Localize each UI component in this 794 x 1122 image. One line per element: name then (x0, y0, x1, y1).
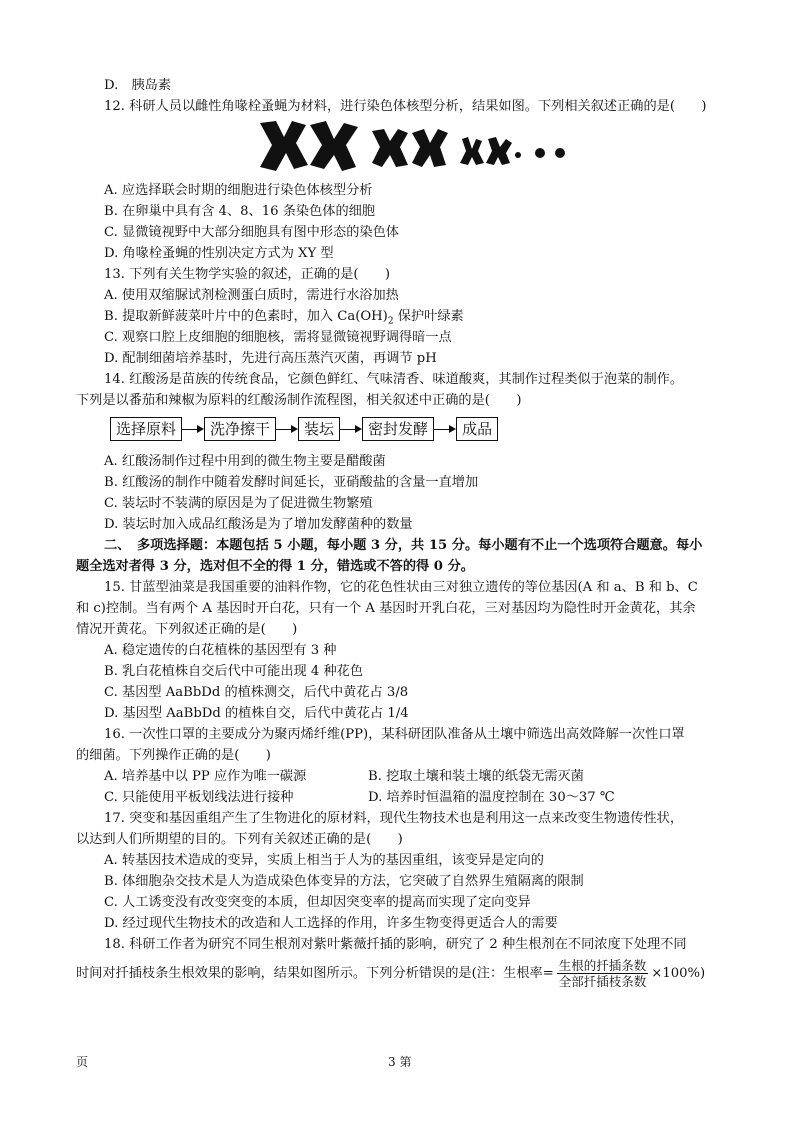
q13-option-a: A. 使用双缩脲试剂检测蛋白质时，需进行水浴加热 (104, 288, 399, 303)
q16-stem-line1: 16. 一次性口罩的主要成分为聚丙烯纤维(PP)，某科研团队准备从土壤中筛选出高效降解一次性口罩 (104, 727, 685, 742)
q16-option-a: A. 培养基中以 PP 应作为唯一碳源 (104, 769, 307, 784)
q14-option-b: B. 红酸汤的制作中随着发酵时间延长，亚硝酸盐的含量一直增加 (104, 475, 479, 490)
flow-step-3: 装坛 (298, 417, 340, 441)
q17-option-c: C. 人工诱变没有改变突变的本质，但却因突变率的提高而实现了定向变异 (104, 895, 531, 910)
fraction-denominator: 全部扦插枝条数 (558, 974, 647, 989)
q15-stem-line3: 情况开黄花。下列叙述正确的是( ) (76, 622, 298, 637)
q17-option-b: B. 体细胞杂交技术是人为造成染色体变异的方法，它突破了自然界生殖隔离的限制 (104, 874, 584, 889)
q12-option-b: B. 在卵巢中具有含 4、8、16 条染色体的细胞 (104, 204, 376, 219)
flow-arrow-icon (182, 423, 204, 435)
flow-arrow-icon (434, 423, 456, 435)
flow-step-5: 成品 (456, 417, 498, 441)
q18-stem-tail: ×100%) (651, 966, 706, 981)
q14-option-a: A. 红酸汤制作过程中用到的微生物主要是醋酸菌 (104, 454, 386, 469)
rooting-rate-fraction (557, 958, 649, 989)
flow-step-2: 洗净擦干 (204, 417, 276, 441)
fraction-numerator: 生根的扦插条数 (558, 958, 647, 973)
section-2-heading-line1: 二、 多项选择题：本题包括 5 小题，每小题 3 分，共 15 分。每小题有不止一个选项符合题意。每小 (104, 538, 703, 553)
q13-option-c: C. 观察口腔上皮细胞的细胞核，需将显微镜视野调得暗一点 (104, 330, 452, 345)
q14-option-d: D. 装坛时加入成品红酸汤是为了增加发酵菌种的数量 (104, 517, 413, 532)
q14-option-c: C. 装坛时不装满的原因是为了促进微生物繁殖 (104, 496, 373, 511)
footer-page-number: 3 第 (388, 1055, 412, 1069)
q12-option-c: C. 显微镜视野中大部分细胞具有图中形态的染色体 (104, 225, 399, 240)
q16-option-b: B. 挖取土壤和装土壤的纸袋无需灭菌 (368, 769, 584, 784)
flow-step-1: 选择原料 (110, 417, 182, 441)
q11-option-d: D. 胰岛素 (104, 78, 172, 93)
q15-option-c: C. 基因型 AaBbDd 的植株测交，后代中黄花占 3/8 (104, 685, 409, 700)
q15-option-a: A. 稳定遗传的白花植株的基因型有 3 种 (104, 643, 337, 658)
q14-stem-line2: 下列是以番茄和辣椒为原料的红酸汤制作流程图，相关叙述中正确的是( ) (76, 393, 522, 408)
q12-stem: 12. 科研人员以雌性角喙栓蚤蝇为材料，进行染色体核型分析，结果如图。下列相关叙述正确的是( ) (104, 99, 707, 114)
q13-stem: 13. 下列有关生物学实验的叙述，正确的是( ) (104, 267, 391, 282)
q18-stem-text: 时间对扦插枝条生根效果的影响，结果如图所示。下列分析错误的是(注：生根率= (76, 966, 554, 981)
q15-stem-line1: 15. 甘蓝型油菜是我国重要的油料作物，它的花色性状由三对独立遗传的等位基因(A 和 a、B 和 b、C (104, 580, 698, 595)
flow-step-4: 密封发酵 (362, 417, 434, 441)
q15-option-b: B. 乳白花植株自交后代中可能出现 4 种花色 (104, 664, 364, 679)
q12-option-a: A. 应选择联会时期的细胞进行染色体核型分析 (104, 183, 373, 198)
q13-option-d: D. 配制细菌培养基时，先进行高压蒸汽灭菌，再调节 pH (104, 351, 437, 366)
q13-option-b-tail: 保护叶绿素 (393, 309, 464, 324)
q17-stem-line2: 以达到人们所期望的目的。下列有关叙述正确的是( ) (76, 832, 403, 847)
q16-stem-line2: 的细菌。下列操作正确的是( ) (76, 748, 271, 763)
q14-stem-line1: 14. 红酸汤是苗族的传统食品，它颜色鲜红、气味清香、味道酸爽，其制作过程类似于泡菜的制作。 (104, 372, 684, 387)
chromosome-karyotype-image (246, 117, 576, 175)
q18-stem-line1: 18. 科研工作者为研究不同生根剂对紫叶紫薇扦插的影响，研究了 2 种生根剂在不同浓度下处理不同 (104, 937, 687, 952)
q17-stem-line1: 17. 突变和基因重组产生了生物进化的原材料，现代生物技术也是利用这一点来改变生物遗传性状， (104, 811, 684, 826)
footer-left: 页 (76, 1055, 89, 1069)
section-2-heading-line2: 题全选对者得 3 分，选对但不全的得 1 分，错选或不答的得 0 分。 (76, 559, 474, 574)
q17-option-d: D. 经过现代生物技术的改造和人工选择的作用，许多生物变得更适合人的需要 (104, 916, 558, 931)
red-sour-soup-flowchart (110, 416, 498, 442)
q15-stem-line2: 和 c)控制。当有两个 A 基因时开白花，只有一个 A 基因时开乳白花，三对基因均为隐性时开金黄花，其余 (76, 601, 696, 616)
q18-stem-line2 (76, 957, 726, 991)
flow-arrow-icon (340, 423, 362, 435)
q15-option-d: D. 基因型 AaBbDd 的植株自交，后代中黄花占 1/4 (104, 706, 409, 721)
q16-option-c: C. 只能使用平板划线法进行接种 (104, 790, 294, 805)
q16-option-d: D. 培养时恒温箱的温度控制在 30～37 ℃ (368, 790, 615, 805)
q13-option-b-subscript: 2 (387, 316, 394, 327)
q17-option-a: A. 转基因技术造成的变异，实质上相当于人为的基因重组，该变异是定向的 (104, 853, 544, 868)
flow-arrow-icon (276, 423, 298, 435)
q13-option-b-text: B. 提取新鲜菠菜叶片中的色素时，加入 Ca(OH) (104, 309, 388, 324)
q12-option-d: D. 角喙栓蚤蝇的性别决定方式为 XY 型 (104, 246, 334, 261)
